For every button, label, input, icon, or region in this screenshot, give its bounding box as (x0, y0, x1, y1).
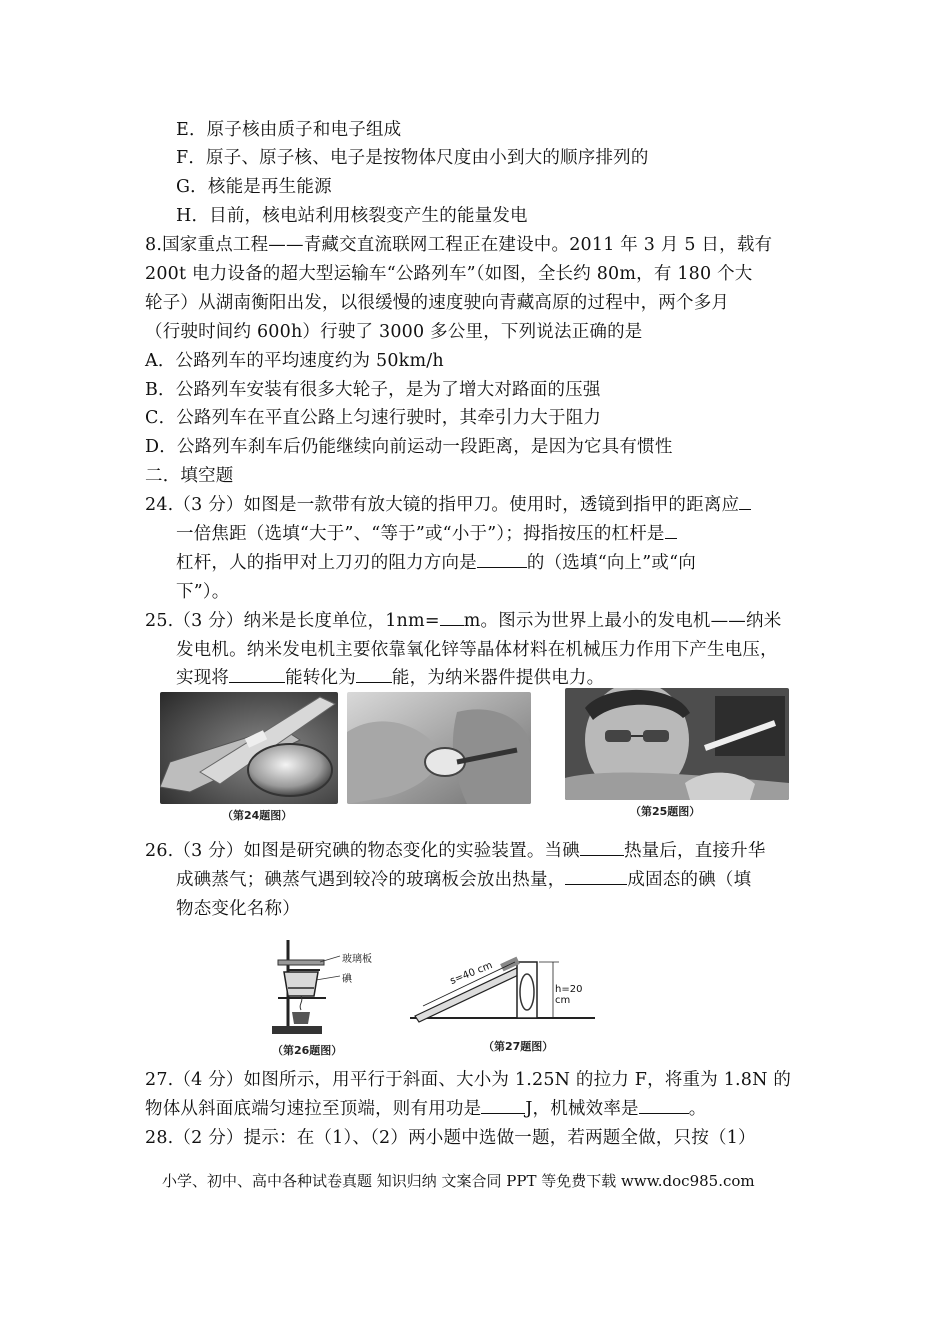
nail-clipper-photo (160, 692, 338, 804)
q26-line1 (145, 839, 766, 863)
q26-blank2[interactable] (565, 869, 627, 885)
q25-text5: 能，为纳米器件提供电力。 (391, 668, 605, 688)
q27-blank1[interactable] (481, 1098, 525, 1114)
q27-text3: 。 (688, 1099, 707, 1119)
q26-line2 (176, 868, 751, 892)
q24-blank3[interactable] (477, 552, 527, 568)
q25-blank1[interactable] (440, 610, 464, 626)
q8-line1: 8.国家重点工程——青藏交直流联网工程正在建设中。2011 年 3 月 5 日，载有 (145, 235, 773, 255)
q26-text1: 26.（3 分）如图是研究碘的物态变化的实验装置。当碘 (145, 841, 580, 861)
q24-line2 (176, 522, 677, 546)
q25-text3: 实现将 (176, 668, 230, 688)
fig24-caption: （第24题图） (222, 809, 293, 822)
option-g: G．核能是再生能源 (176, 177, 332, 197)
q25-text2: m。图示为世界上最小的发电机——纳米 (463, 611, 782, 631)
q8-line3: 轮子）从湖南衡阳出发，以很缓慢的速度驶向青藏高原的过程中，两个多月 (145, 293, 730, 313)
option-e: E．原子核由质子和电子组成 (176, 120, 402, 140)
q8-option-a: A．公路列车的平均速度约为 50km/h (145, 351, 444, 371)
fig27-caption: （第27题图） (483, 1040, 554, 1053)
q8-option-b: B．公路列车安装有很多大轮子，是为了增大对路面的压强 (145, 380, 601, 400)
q28-line1: 28.（2 分）提示：在（1）、（2）两小题中选做一题，若两题全做，只按（1） (145, 1128, 756, 1148)
q8-line4: （行驶时间约 600h）行驶了 3000 多公里，下列说法正确的是 (145, 322, 643, 342)
q27-text2: J，机械效率是 (525, 1099, 639, 1119)
q26-blank1[interactable] (580, 840, 624, 856)
iodine-label: 碘 (342, 974, 352, 985)
q24-text4: 的（选填“向上”或“向 (526, 553, 696, 573)
fig25-caption: （第25题图） (630, 805, 701, 818)
q24-line4: 下”）。 (176, 582, 230, 602)
q26-line3: 物态变化名称） (176, 899, 300, 919)
q24-line3 (176, 551, 696, 575)
q26-text4: 成固态的碘（填 (627, 870, 752, 890)
incline-length-label: s=40 cm (448, 960, 495, 987)
q27-line2 (145, 1097, 706, 1121)
q25-line1 (145, 609, 781, 633)
option-h: H．目前，核电站利用核裂变产生的能量发电 (176, 206, 528, 226)
page-footer: 小学、初中、高中各种试卷真题 知识归纳 文案合同 PPT 等免费下载 www.doc985.com (162, 1172, 755, 1190)
q24-blank1[interactable] (739, 494, 751, 510)
q27-line1: 27.（4 分）如图所示，用平行于斜面、大小为 1.25N 的拉力 F，将重为 1.8N 的 (145, 1070, 792, 1090)
option-f: F．原子、原子核、电子是按物体尺度由小到大的顺序排列的 (176, 148, 649, 168)
q27-blank2[interactable] (639, 1098, 689, 1114)
q25-line3 (176, 666, 604, 690)
q8-line2: 200t 电力设备的超大型运输车“公路列车”（如图，全长约 80m，有 180 个大 (145, 264, 753, 284)
q26-text2: 热量后，直接升华 (623, 841, 766, 861)
q25-text4: 能转化为 (285, 668, 356, 688)
q25-blank2[interactable] (229, 667, 285, 683)
q24-blank2[interactable] (665, 523, 677, 539)
q8-option-c: C．公路列车在平直公路上匀速行驶时，其牵引力大于阻力 (145, 408, 602, 428)
q27-text1: 物体从斜面底端匀速拉至顶端，则有用功是 (145, 1099, 482, 1119)
q24-line1 (145, 493, 751, 517)
clipper-hand-photo (347, 692, 531, 804)
glass-plate-label: 玻璃板 (342, 954, 372, 965)
q24-text2: 一倍焦距（选填“大于”、“等于”或“小于”）；拇指按压的杠杆是 (176, 524, 665, 544)
fig26-caption: （第26题图） (272, 1044, 343, 1057)
incline-height-label: h=20 cm (555, 984, 583, 1006)
nano-generator-photo (565, 688, 789, 800)
section-heading: 二．填空题 (145, 466, 234, 486)
q25-text1: 25.（3 分）纳米是长度单位，1nm= (145, 611, 440, 631)
q24-text3: 杠杆，人的指甲对上刀刃的阻力方向是 (176, 553, 477, 573)
q8-option-d: D．公路列车刹车后仍能继续向前运动一段距离，是因为它具有惯性 (145, 437, 673, 457)
incline-figure (405, 950, 600, 1060)
q26-text3: 成碘蒸气；碘蒸气遇到较冷的玻璃板会放出热量， (176, 870, 566, 890)
q24-text1: 24.（3 分）如图是一款带有放大镜的指甲刀。使用时，透镜到指甲的距离应 (145, 495, 740, 515)
iodine-apparatus-figure (258, 936, 388, 1056)
q25-line2: 发电机。纳米发电机主要依靠氧化锌等晶体材料在机械压力作用下产生电压， (176, 640, 778, 660)
q25-blank3[interactable] (356, 667, 392, 683)
